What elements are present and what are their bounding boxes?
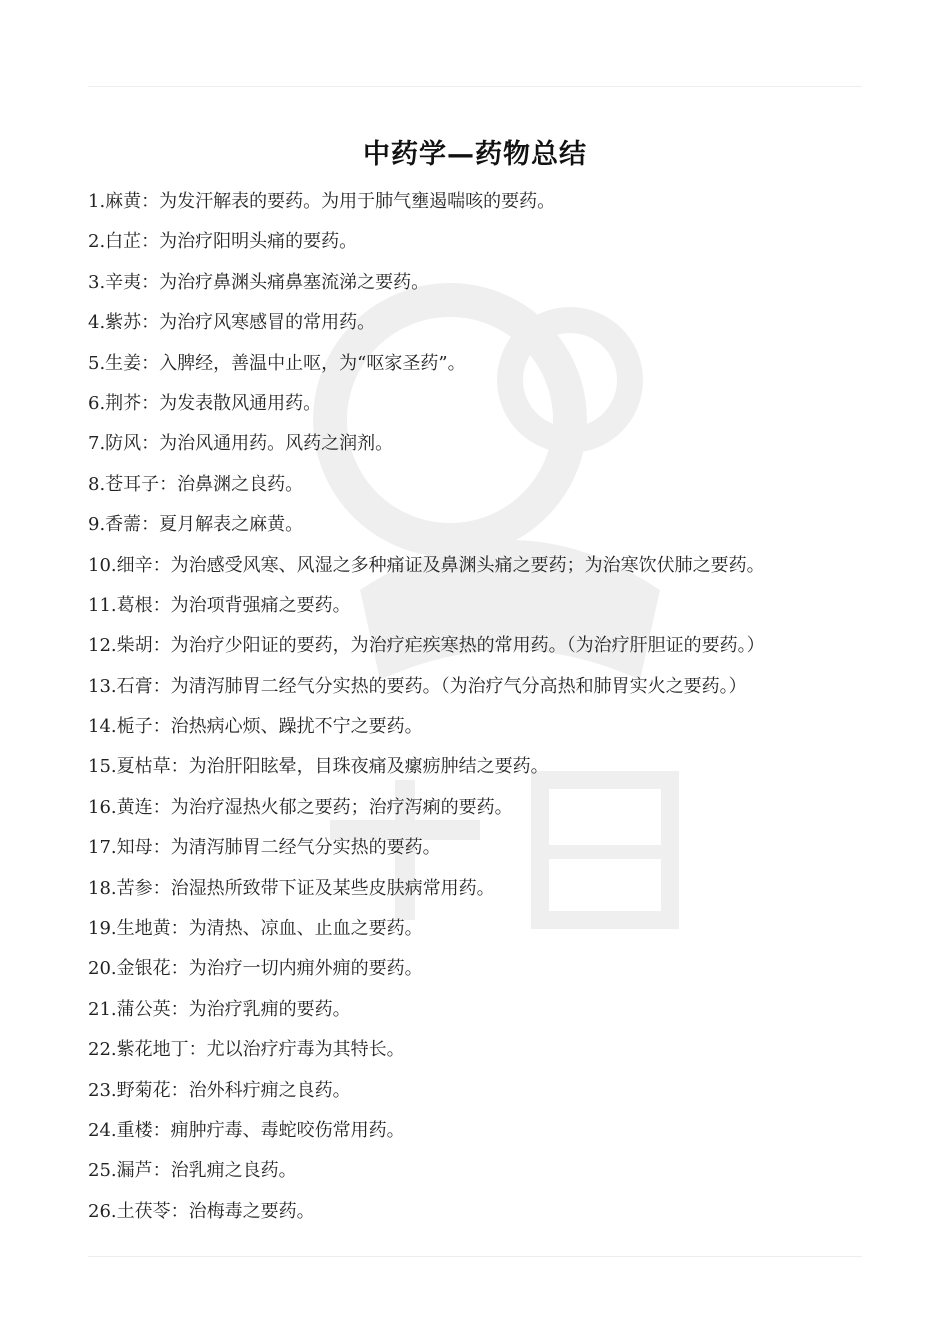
bottom-divider — [88, 1256, 862, 1257]
list-item: 25.漏芦：治乳痈之良药。 — [88, 1160, 297, 1182]
list-item: 21.蒲公英：为治疗乳痈的要药。 — [88, 998, 351, 1020]
drug-list — [88, 188, 888, 1238]
list-item: 14.栀子：治热病心烦、躁扰不宁之要药。 — [88, 716, 423, 738]
list-item: 5.生姜：入脾经，善温中止呕，为“呕家圣药”。 — [88, 352, 466, 374]
top-divider — [88, 86, 862, 87]
list-item: 15.夏枯草：为治肝阳眩晕，目珠夜痛及瘰疬肿结之要药。 — [88, 756, 549, 778]
list-item: 2.白芷：为治疗阳明头痛的要药。 — [88, 231, 358, 253]
list-item: 7.防风：为治风通用药。风药之润剂。 — [88, 433, 394, 455]
list-item: 17.知母：为清泻肺胃二经气分实热的要药。 — [88, 837, 441, 859]
list-item: 20.金银花：为治疗一切内痈外痈的要药。 — [88, 958, 423, 980]
list-item: 24.重楼：痈肿疔毒、毒蛇咬伤常用药。 — [88, 1119, 405, 1141]
list-item: 22.紫花地丁：尤以治疗疔毒为其特长。 — [88, 1039, 405, 1061]
document-title: 中药学—药物总结 — [363, 139, 587, 171]
list-item: 6.荆芥：为发表散风通用药。 — [88, 392, 322, 414]
list-item: 19.生地黄：为清热、凉血、止血之要药。 — [88, 918, 423, 940]
list-item: 23.野菊花：治外科疔痈之良药。 — [88, 1079, 351, 1101]
list-item: 1.麻黄：为发汗解表的要药。为用于肺气壅遏喘咳的要药。 — [88, 191, 556, 212]
list-item: 16.黄连：为治疗湿热火郁之要药；治疗泻痢的要药。 — [88, 796, 513, 818]
list-item: 13.石膏：为清泻肺胃二经气分实热的要药。（为治疗气分高热和肺胃实火之要药。） — [88, 675, 747, 697]
list-item: 9.香薷：夏月解表之麻黄。 — [88, 514, 304, 536]
list-item: 11.葛根：为治项背强痛之要药。 — [88, 594, 351, 616]
list-item: 4.紫苏：为治疗风寒感冒的常用药。 — [88, 312, 376, 334]
list-item: 18.苦参：治湿热所致带下证及某些皮肤病常用药。 — [88, 877, 495, 899]
list-item: 12.柴胡：为治疗少阳证的要药，为治疗疟疾寒热的常用药。（为治疗肝胆证的要药。） — [88, 635, 765, 657]
list-item: 10.细辛：为治感受风寒、风湿之多种痛证及鼻渊头痛之要药；为治寒饮伏肺之要药。 — [88, 554, 765, 576]
list-item: 8.苍耳子：治鼻渊之良药。 — [88, 473, 304, 495]
list-item: 3.辛夷：为治疗鼻渊头痛鼻塞流涕之要药。 — [88, 271, 430, 293]
list-item: 26.土茯苓：治梅毒之要药。 — [88, 1200, 315, 1222]
